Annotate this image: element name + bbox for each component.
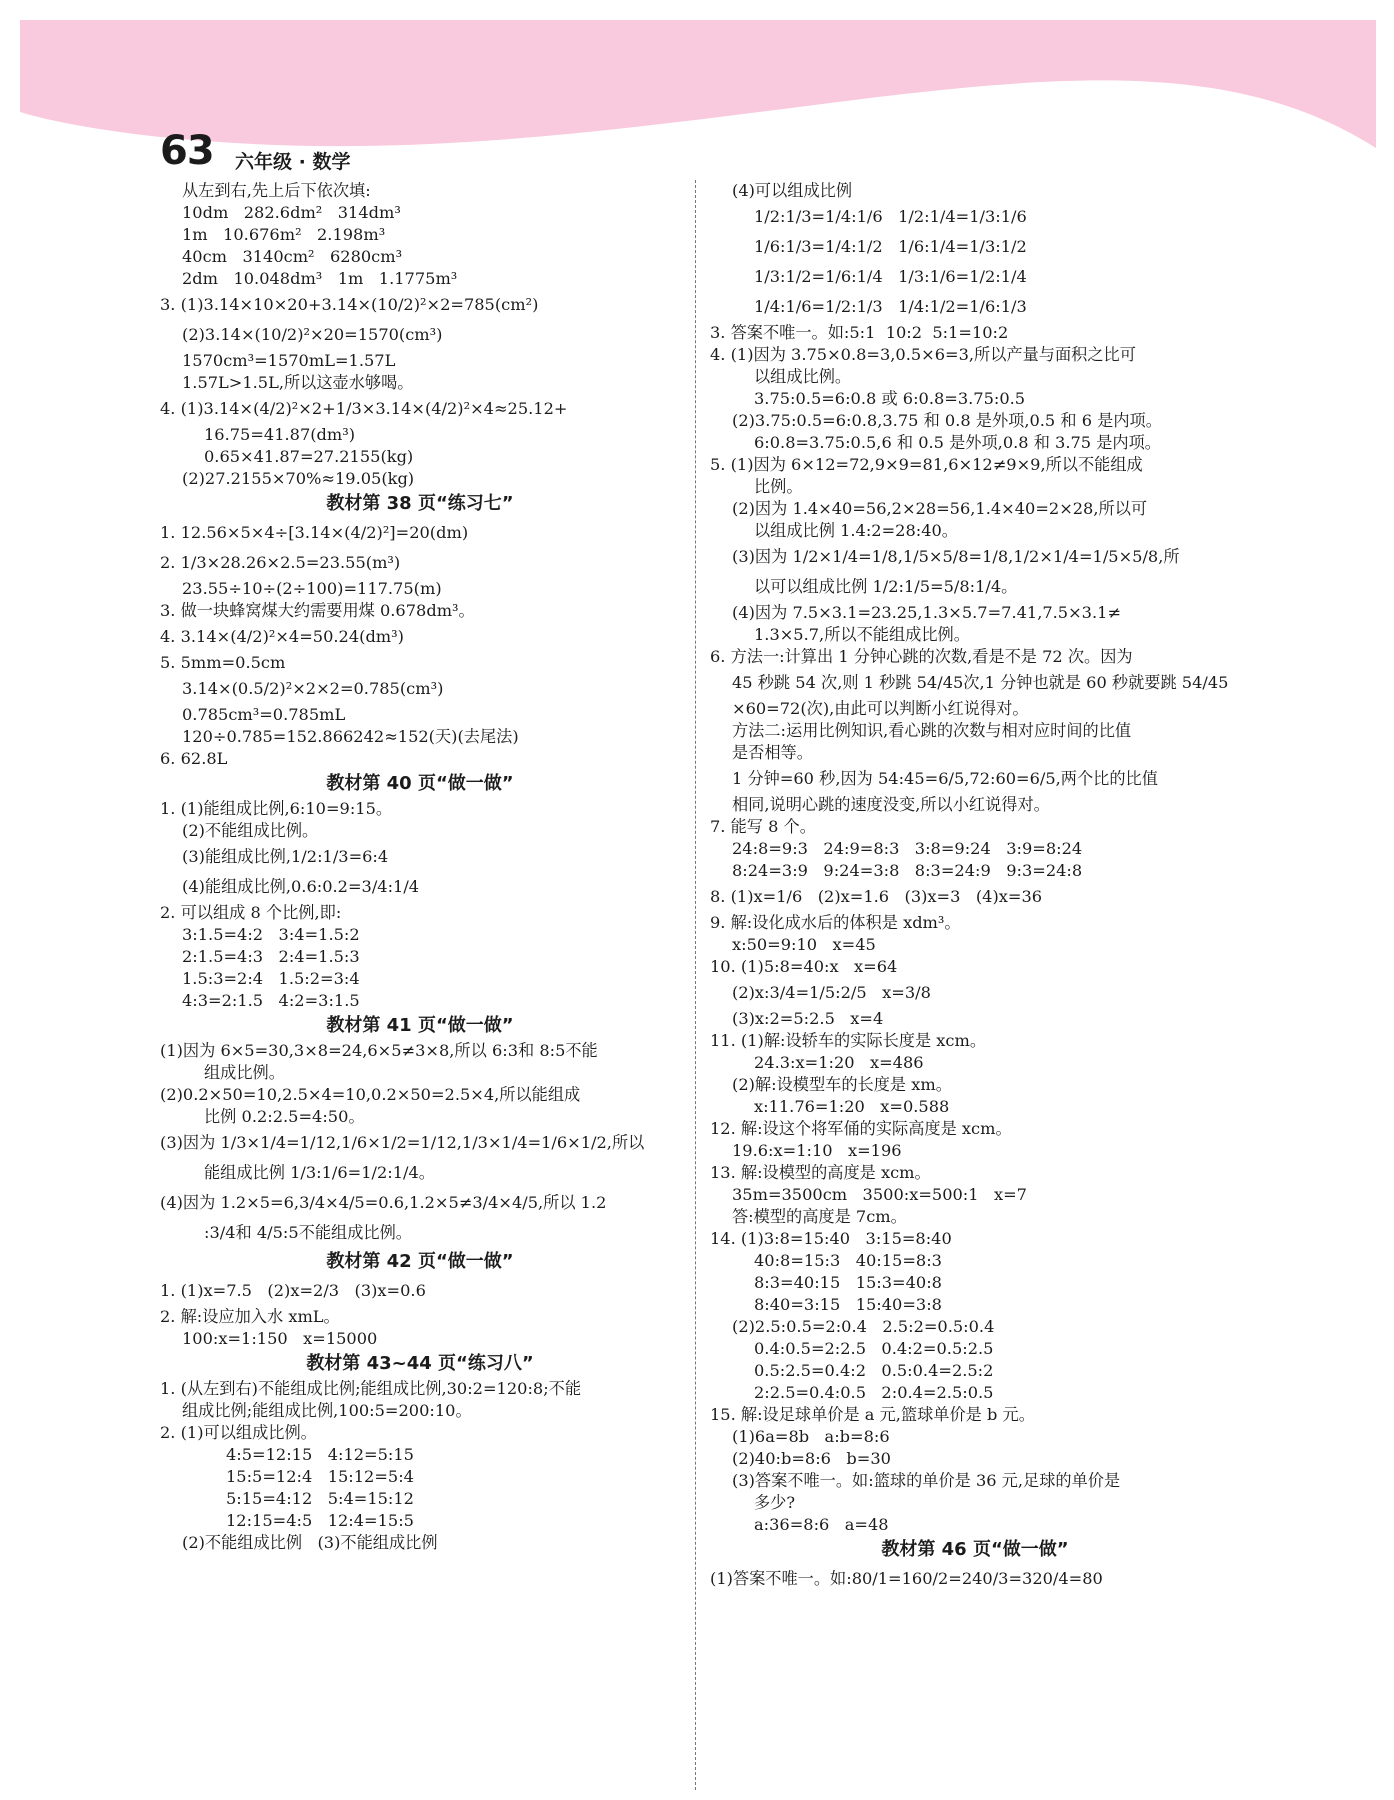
answer-line: 1/6:1/3=1/4:1/2 1/6:1/4=1/3:1/2 xyxy=(754,237,1027,256)
answer-line: 100:x=1:150 x=15000 xyxy=(182,1329,378,1348)
answer-line: 2dm 10.048dm³ 1m 1.1775m³ xyxy=(182,269,458,288)
answer-line: (1)6a=8b a:b=8:6 xyxy=(732,1427,890,1446)
answer-line: 10dm 282.6dm² 314dm³ xyxy=(182,203,401,222)
answer-line: 11. (1)解:设轿车的实际长度是 xcm。 xyxy=(710,1031,987,1050)
answer-line: 能组成比例 1/3:1/6=1/2:1/4。 xyxy=(204,1163,435,1182)
answer-line: 8. (1)x=1/6 (2)x=1.6 (3)x=3 (4)x=36 xyxy=(710,887,1043,906)
answer-line: (3)x:2=5:2.5 x=4 xyxy=(732,1009,884,1028)
running-title: 六年级 · 数学 xyxy=(235,151,351,173)
answer-line: 相同,说明心跳的速度没变,所以小红说得对。 xyxy=(732,795,1050,814)
answer-line: :3/4和 4/5:5不能组成比例。 xyxy=(204,1223,412,1242)
answer-line: 1/4:1/6=1/2:1/3 1/4:1/2=1/6:1/3 xyxy=(754,297,1027,316)
section-heading: 教材第 43~44 页“练习八” xyxy=(306,1353,534,1374)
answer-line: 2:1.5=4:3 2:4=1.5:3 xyxy=(182,947,360,966)
answer-line: 8:24=3:9 9:24=3:8 8:3=24:9 9:3=24:8 xyxy=(732,861,1083,880)
answer-line: 1570cm³=1570mL=1.57L xyxy=(182,351,396,370)
left-answer-column xyxy=(160,180,680,1554)
answer-line: 1. (1)能组成比例,6:10=9:15。 xyxy=(160,799,393,818)
answer-line: 6. 方法一:计算出 1 分钟心跳的次数,看是不是 72 次。因为 xyxy=(710,647,1133,666)
answer-line: 40:8=15:3 40:15=8:3 xyxy=(754,1251,942,1270)
answer-line: 组成比例。 xyxy=(204,1063,285,1082)
answer-line: 3:1.5=4:2 3:4=1.5:2 xyxy=(182,925,360,944)
answer-line: (2)3.75:0.5=6:0.8,3.75 和 0.8 是外项,0.5 和 6 是内项。 xyxy=(732,411,1162,430)
answer-line: 6:0.8=3.75:0.5,6 和 0.5 是外项,0.8 和 3.75 是内项。 xyxy=(754,433,1161,452)
answer-line: 7. 能写 8 个。 xyxy=(710,817,816,836)
answer-line: 14. (1)3:8=15:40 3:15=8:40 xyxy=(710,1229,952,1248)
answer-line: 4:5=12:15 4:12=5:15 xyxy=(226,1445,414,1464)
answer-line: 8:40=3:15 15:40=3:8 xyxy=(754,1295,942,1314)
answer-line: (2)3.14×(10/2)²×20=1570(cm³) xyxy=(182,325,443,344)
answer-line: (3)能组成比例,1/2:1/3=6:4 xyxy=(182,847,389,866)
answer-line: 比例。 xyxy=(754,477,803,496)
answer-line: x:11.76=1:20 x=0.588 xyxy=(754,1097,950,1116)
answer-line: 15:5=12:4 15:12=5:4 xyxy=(226,1467,414,1486)
answer-line: 1.57L>1.5L,所以这壶水够喝。 xyxy=(182,373,414,392)
answer-line: 24.3:x=1:20 x=486 xyxy=(754,1053,924,1072)
answer-line: 3. 做一块蜂窝煤大约需要用煤 0.678dm³。 xyxy=(160,601,475,620)
answer-line: (2)因为 1.4×40=56,2×28=56,1.4×40=2×28,所以可 xyxy=(732,499,1148,518)
answer-line: (1)因为 6×5=30,3×8=24,6×5≠3×8,所以 6:3和 8:5不能 xyxy=(160,1041,598,1060)
answer-line: 0.4:0.5=2:2.5 0.4:2=0.5:2.5 xyxy=(754,1339,994,1358)
answer-line: 1m 10.676m² 2.198m³ xyxy=(182,225,386,244)
answer-line: 方法二:运用比例知识,看心跳的次数与相对应时间的比值 xyxy=(732,721,1132,740)
answer-line: 3. (1)3.14×10×20+3.14×(10/2)²×2=785(cm²) xyxy=(160,295,539,314)
column-divider xyxy=(695,180,696,1790)
answer-line: (2)不能组成比例。 xyxy=(182,821,319,840)
answer-line: 1/3:1/2=1/6:1/4 1/3:1/6=1/2:1/4 xyxy=(754,267,1027,286)
answer-line: (3)因为 1/2×1/4=1/8,1/5×5/8=1/8,1/2×1/4=1/5×5/8,所 xyxy=(732,547,1180,566)
answer-line: 3. 答案不唯一。如:5:1 10:2 5:1=10:2 xyxy=(710,323,1009,342)
answer-line: 1.3×5.7,所以不能组成比例。 xyxy=(754,625,970,644)
answer-line: 10. (1)5:8=40:x x=64 xyxy=(710,957,898,976)
answer-line: 5. (1)因为 6×12=72,9×9=81,6×12≠9×9,所以不能组成 xyxy=(710,455,1143,474)
answer-line: a:36=8:6 a=48 xyxy=(754,1515,889,1534)
answer-line: 5:15=4:12 5:4=15:12 xyxy=(226,1489,414,1508)
answer-line: 5. 5mm=0.5cm xyxy=(160,653,286,672)
answer-line: 2. 解:设应加入水 xmL。 xyxy=(160,1307,340,1326)
answer-line: 12. 解:设这个将军俑的实际高度是 xcm。 xyxy=(710,1119,1012,1138)
answer-line: 35m=3500cm 3500:x=500:1 x=7 xyxy=(732,1185,1027,1204)
answer-line: (2)不能组成比例 (3)不能组成比例 xyxy=(182,1533,438,1552)
answer-line: 是否相等。 xyxy=(732,743,813,762)
answer-line: 40cm 3140cm² 6280cm³ xyxy=(182,247,403,266)
answer-line: (2)0.2×50=10,2.5×4=10,0.2×50=2.5×4,所以能组成 xyxy=(160,1085,581,1104)
answer-line: (4)可以组成比例 xyxy=(732,181,853,200)
answer-line: 2. 可以组成 8 个比例,即: xyxy=(160,903,342,922)
answer-line: 多少? xyxy=(754,1493,796,1512)
answer-line: 15. 解:设足球单价是 a 元,篮球单价是 b 元。 xyxy=(710,1405,1035,1424)
answer-line: 比例 0.2:2.5=4:50。 xyxy=(204,1107,365,1126)
answer-line: (4)因为 7.5×3.1=23.25,1.3×5.7=7.41,7.5×3.1≠ xyxy=(732,603,1121,622)
answer-line: (3)因为 1/3×1/4=1/12,1/6×1/2=1/12,1/3×1/4=1/6×1/2,所以 xyxy=(160,1133,645,1152)
section-heading: 教材第 40 页“做一做” xyxy=(326,773,514,794)
answer-line: ×60=72(次),由此可以判断小红说得对。 xyxy=(732,699,1029,718)
section-heading: 教材第 46 页“做一做” xyxy=(881,1539,1069,1560)
section-heading: 教材第 42 页“做一做” xyxy=(326,1251,514,1272)
answer-line: 9. 解:设化成水后的体积是 xdm³。 xyxy=(710,913,961,932)
section-heading: 教材第 38 页“练习七” xyxy=(326,493,514,514)
answer-line: 2. 1/3×28.26×2.5=23.55(m³) xyxy=(160,553,401,572)
answer-line: (2)40:b=8:6 b=30 xyxy=(732,1449,891,1468)
answer-line: 19.6:x=1:10 x=196 xyxy=(732,1141,902,1160)
answer-line: 2. (1)可以组成比例。 xyxy=(160,1423,317,1442)
answer-line: (2)2.5:0.5=2:0.4 2.5:2=0.5:0.4 xyxy=(732,1317,995,1336)
answer-line: 23.55÷10÷(2÷100)=117.75(m) xyxy=(182,579,442,598)
answer-line: 0.785cm³=0.785mL xyxy=(182,705,346,724)
answer-line: 13. 解:设模型的高度是 xcm。 xyxy=(710,1163,931,1182)
answer-line: 3.75:0.5=6:0.8 或 6:0.8=3.75:0.5 xyxy=(754,389,1026,408)
answer-line: 从左到右,先上后下依次填: xyxy=(182,181,371,200)
answer-line: 4. (1)3.14×(4/2)²×2+1/3×3.14×(4/2)²×4≈25.12+ xyxy=(160,399,568,418)
answer-line: 以组成比例。 xyxy=(754,367,852,386)
answer-line: (4)能组成比例,0.6:0.2=3/4:1/4 xyxy=(182,877,420,896)
answer-line: 1/2:1/3=1/4:1/6 1/2:1/4=1/3:1/6 xyxy=(754,207,1027,226)
answer-line: x:50=9:10 x=45 xyxy=(732,935,876,954)
answer-line: 组成比例;能组成比例,100:5=200:10。 xyxy=(182,1401,472,1420)
answer-line: 120÷0.785=152.866242≈152(天)(去尾法) xyxy=(182,727,519,746)
answer-line: 4:3=2:1.5 4:2=3:1.5 xyxy=(182,991,360,1010)
right-answer-column xyxy=(710,180,1240,1594)
answer-line: 45 秒跳 54 次,则 1 秒跳 54/45次,1 分钟也就是 60 秒就要跳 54/45 xyxy=(732,673,1229,692)
header-band xyxy=(20,20,1376,180)
answer-line: 4. 3.14×(4/2)²×4=50.24(dm³) xyxy=(160,627,404,646)
answer-line: (2)解:设模型车的长度是 xm。 xyxy=(732,1075,952,1094)
answer-line: 8:3=40:15 15:3=40:8 xyxy=(754,1273,942,1292)
answer-line: 12:15=4:5 12:4=15:5 xyxy=(226,1511,414,1530)
answer-line: 24:8=9:3 24:9=8:3 3:8=9:24 3:9=8:24 xyxy=(732,839,1083,858)
answer-line: (3)答案不唯一。如:篮球的单价是 36 元,足球的单价是 xyxy=(732,1471,1121,1490)
answer-line: (4)因为 1.2×5=6,3/4×4/5=0.6,1.2×5≠3/4×4/5,所以 1.2 xyxy=(160,1193,607,1212)
answer-line: 以组成比例 1.4:2=28:40。 xyxy=(754,521,958,540)
answer-line: 1. (1)x=7.5 (2)x=2/3 (3)x=0.6 xyxy=(160,1281,426,1300)
answer-line: 1. (从左到右)不能组成比例;能组成比例,30:2=120:8;不能 xyxy=(160,1379,582,1398)
answer-line: 0.5:2.5=0.4:2 0.5:0.4=2.5:2 xyxy=(754,1361,994,1380)
answer-line: 4. (1)因为 3.75×0.8=3,0.5×6=3,所以产量与面积之比可 xyxy=(710,345,1136,364)
answer-line: (2)27.2155×70%≈19.05(kg) xyxy=(182,469,415,488)
section-heading: 教材第 41 页“做一做” xyxy=(326,1015,514,1036)
answer-line: 0.65×41.87=27.2155(kg) xyxy=(204,447,414,466)
answer-line: 以可以组成比例 1/2:1/5=5/8:1/4。 xyxy=(754,577,1018,596)
answer-line: 1.5:3=2:4 1.5:2=3:4 xyxy=(182,969,360,988)
answer-line: 1 分钟=60 秒,因为 54:45=6/5,72:60=6/5,两个比的比值 xyxy=(732,769,1158,788)
answer-line: 1. 12.56×5×4÷[3.14×(4/2)²]=20(dm) xyxy=(160,523,469,542)
page-number: 63 xyxy=(160,128,214,174)
answer-line: 2:2.5=0.4:0.5 2:0.4=2.5:0.5 xyxy=(754,1383,994,1402)
answer-line: 3.14×(0.5/2)²×2×2=0.785(cm³) xyxy=(182,679,444,698)
answer-line: (1)答案不唯一。如:80/1=160/2=240/3=320/4=80 xyxy=(710,1569,1103,1588)
answer-line: 16.75=41.87(dm³) xyxy=(204,425,356,444)
answer-line: 6. 62.8L xyxy=(160,749,228,768)
answer-line: 答:模型的高度是 7cm。 xyxy=(732,1207,907,1226)
answer-line: (2)x:3/4=1/5:2/5 x=3/8 xyxy=(732,983,931,1002)
